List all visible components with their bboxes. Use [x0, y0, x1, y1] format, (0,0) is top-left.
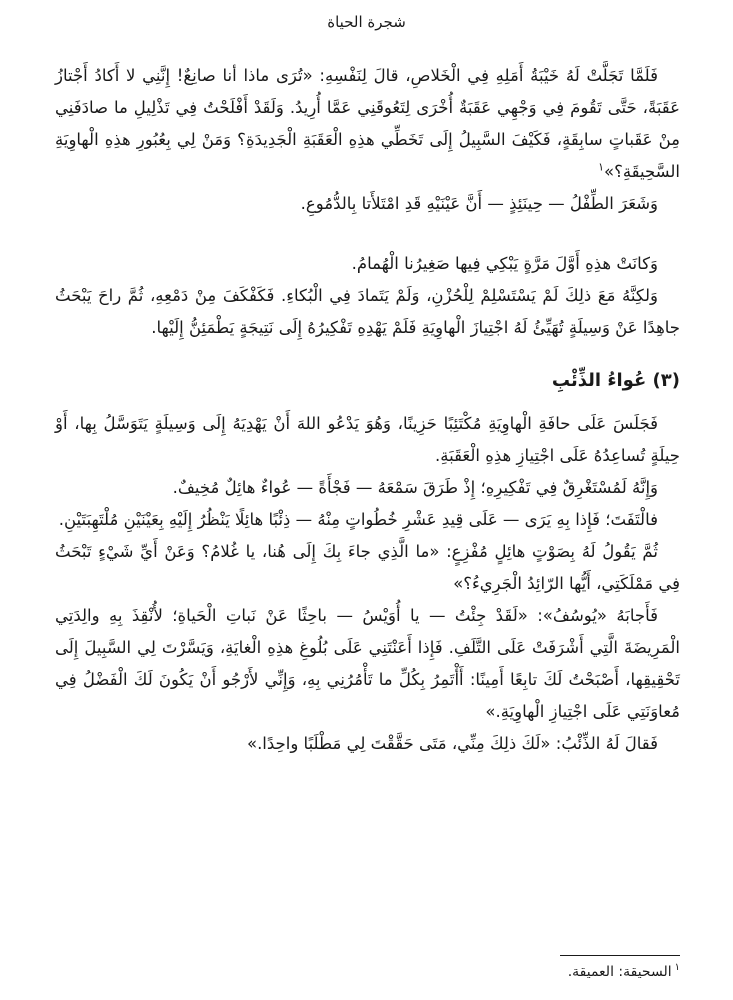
paragraph: وَكانَتْ هذِهِ أَوَّلَ مَرَّةٍ يَبْكِي فِيها صَغِيرُنا الْهُمامُ.	[351, 254, 658, 273]
paragraph: فَأَجابَهُ «يُوسُفُ»: «لَقَدْ جِئْتُ — يا أُوَيْسُ — باحِثًا عَنْ نَباتِ الْحَياةِ؛ لأُنْقِذَ بِهِ والِدَتِي الْمَرِيضَةَ الَّتِي أَشْرَفَتْ عَلَى التَّلَفِ. فَإِذا أَعَنْتَنِي عَلَى بُلُوغِ هذِهِ الْغايَةِ، وَيَسَّرْتَ لِي السَّبِيلَ إِلَى تَحْقِيقِها، أَصْبَحْتُ لَكَ تابِعًا أَمِينًا: أَأْتَمِرُ بِكُلِّ ما تَأْمُرُنِي بِهِ، وَإِنِّي لأَرْجُو أَنْ يَكُونَ لَكَ الْفَضْلُ فِي مُعاوَنَتِي عَلَى اجْتِيازِ الْهاوِيَةِ.»	[55, 606, 680, 721]
footnote-text: السحيقة: العميقة.	[567, 964, 672, 980]
paragraph: وَلكِنَّهُ مَعَ ذلِكَ لَمْ يَسْتَسْلِمْ لِلْحُزْنِ، وَلَمْ يَتَمادَ فِي الْبُكاءِ. فَكَفْكَفَ مِنْ دَمْعِهِ، ثُمَّ راحَ يَبْحَثُ جاهِدًا عَنْ وَسِيلَةٍ تُهَيِّئُ لَهُ اجْتِيازَ الْهاوِيَةِ فَلَمْ يَهْدِهِ تَفْكِيرُهُ إِلَى نَتِيجَةٍ يَطْمَئِنُّ إِلَيْها.	[55, 286, 680, 337]
paragraph: ثُمَّ يَقُولُ لَهُ بِصَوْتٍ هائِلٍ مُفْزِعٍ: «ما الَّذِي جاءَ بِكَ إِلَى هُنا، يا غُلامُ؟ وَعَنْ أَيِّ شَيْءٍ تَبْحَثُ فِي مَمْلَكَتِي، أَيُّها الرّائِدُ الْجَرِيءُ؟»	[55, 542, 680, 593]
paragraph	[55, 60, 680, 188]
footnote-marker: ١	[674, 962, 680, 974]
paragraph: فَقالَ لَهُ الذِّئْبُ: «لَكَ ذلِكَ مِنِّي، مَتَى حَقَّقْتَ لِي مَطْلَبًا واحِدًا.»	[246, 734, 658, 753]
footnote-reference[interactable]: ١	[598, 160, 604, 174]
paragraph: وَإِنَّهُ لَمُسْتَغْرِقٌ فِي تَفْكِيرِهِ؛ إِذْ طَرَقَ سَمْعَهُ — فَجْأَةً — عُواءٌ هائِلٌ مُخِيفٌ.	[172, 478, 658, 497]
running-header: شجرة الحياة	[327, 13, 406, 31]
paragraph: وَشَعَرَ الطِّفْلُ — حِينَئِذٍ — أَنَّ عَيْنَيْهِ قَدِ امْتَلأَتا بِالدُّمُوعِ.	[300, 194, 658, 213]
page-body	[55, 60, 680, 760]
footnote-divider	[560, 955, 680, 956]
section-heading: (٣) عُواءُ الذِّئْبِ	[551, 370, 680, 391]
paragraph: فَجَلَسَ عَلَى حافَةِ الْهاوِيَةِ مُكْتَئِبًا حَزِينًا، وَهُوَ يَدْعُو اللهَ أَنْ يَهْدِيَهُ إِلَى وَسِيلَةٍ يَتَوَسَّلُ بِها، أَوْ حِيلَةٍ تُساعِدُهُ عَلَى اجْتِيازِ هذِهِ الْعَقَبَةِ.	[55, 414, 680, 465]
footnotes	[55, 955, 680, 982]
paragraph: فالْتَفَتَ؛ فَإِذا بِهِ يَرَى — عَلَى قِيدِ عَشْرِ خُطُواتٍ مِنْهُ — ذِئْبًا هائِلًا يَنْظُرُ إِلَيْهِ بِعَيْنَيْنِ مُلْتَهِبَتَيْنِ.	[58, 510, 658, 529]
paragraph-text: فَلَمَّا تَجَلَّتْ لَهُ خَيْبَةُ أَمَلِهِ فِي الْخَلاصِ، قالَ لِنَفْسِهِ: «تُرَى ماذا أنا صانِعٌ! إِنَّنِي لا أَكادُ أَجْتازُ عَقَبَةً، حَتَّى تَقُومَ فِي وَجْهِي عَقَبَةٌ أُخْرَى لِتَعُوقَنِي عَمَّا أُرِيدُ. وَلَقَدْ أَفْلَحْتُ فِي تَذْلِيلِ ما صادَفَنِي مِنْ عَقَباتٍ سابِقَةٍ، فَكَيْفَ السَّبِيلُ إِلَى تَخَطِّي هذِهِ الْعَقَبَةِ الْجَدِيدَةِ؟ وَمَنْ لِي بِعُبُورِ هذِهِ الْهاوِيَةِ السَّحِيقَةِ؟»	[55, 66, 680, 181]
footnote-item	[55, 962, 680, 982]
